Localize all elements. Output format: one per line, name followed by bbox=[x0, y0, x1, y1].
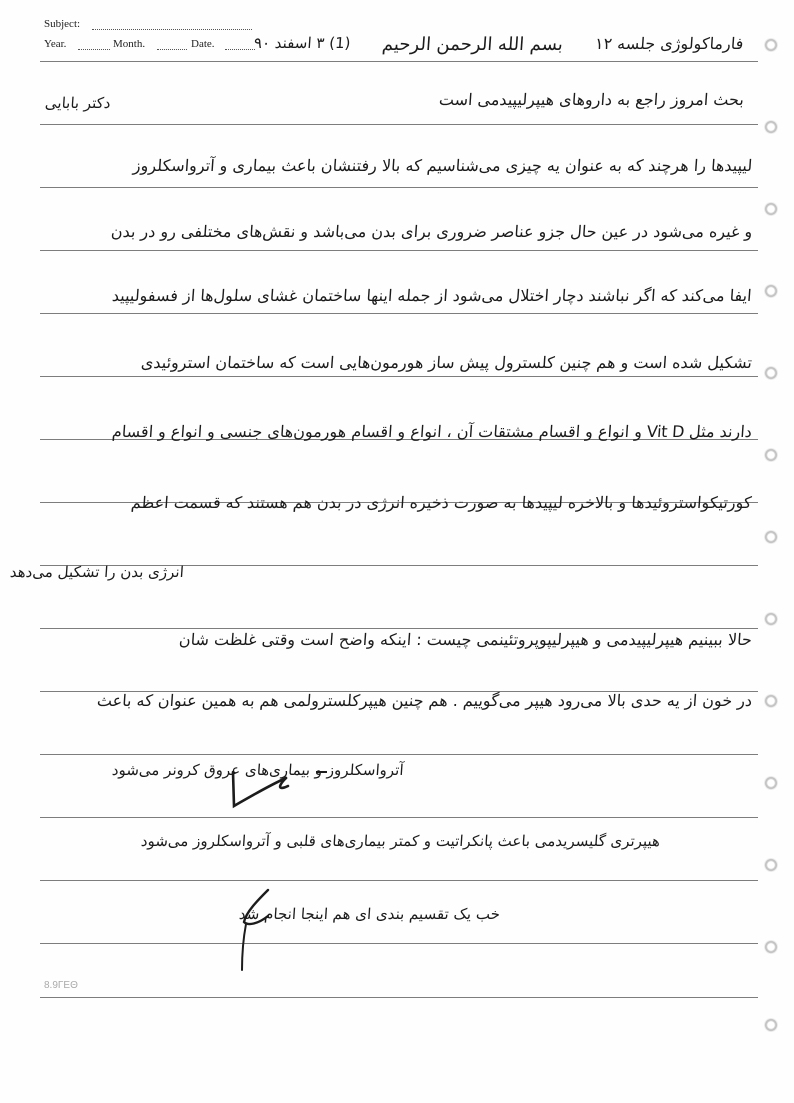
rule-line bbox=[40, 250, 758, 251]
rule-line bbox=[40, 313, 758, 314]
binding-hole bbox=[764, 694, 778, 708]
binding-hole bbox=[764, 858, 778, 872]
note-line: ایفا می‌کند که اگر نباشند دچار اختلال می‌شود از جمله اینها ساختمان غشای سلول‌ها از فسفولیپید bbox=[111, 286, 753, 305]
note-line: آترواسکلروز و بیماری‌های عروق کرونر می‌شود bbox=[111, 761, 405, 779]
binding-hole bbox=[764, 284, 778, 298]
date-value: (1) ۳ اسفند ۹۰ bbox=[253, 34, 352, 52]
binding-hole bbox=[764, 202, 778, 216]
month-label: Month. bbox=[113, 38, 146, 50]
binding-hole bbox=[764, 38, 778, 52]
rule-line bbox=[40, 61, 758, 62]
binding-hole bbox=[764, 366, 778, 380]
subject-label: Subject: bbox=[44, 18, 81, 30]
rule-line bbox=[40, 997, 758, 998]
bracket-doodle bbox=[234, 886, 274, 976]
binding-hole bbox=[764, 1018, 778, 1032]
date-dots bbox=[225, 48, 255, 50]
rule-line bbox=[40, 754, 758, 755]
note-line: انرژی بدن را تشکیل می‌دهد bbox=[9, 563, 185, 581]
subject-dots bbox=[92, 28, 252, 30]
note-line: لیپیدها را هرچند که به عنوان یه چیزی می‌شناسیم که بالا رفتنشان باعث بیماری و آترواسکلروز bbox=[132, 156, 753, 175]
rule-line bbox=[40, 943, 758, 944]
note-line: تشکیل شده است و هم چنین کلسترول پیش ساز هورمون‌هایی است که ساختمان استروئیدی bbox=[140, 353, 753, 372]
binding-hole bbox=[764, 530, 778, 544]
footer-mark: 8.9ΓΕΘ bbox=[44, 980, 78, 991]
rule-line bbox=[40, 880, 758, 881]
binding-hole bbox=[764, 612, 778, 626]
basmala: بسم الله الرحمن الرحیم bbox=[381, 34, 564, 55]
date-label: Date. bbox=[191, 38, 215, 50]
note-line: کورتیکواستروئیدها و بالاخره لیپیدها به صورت ذخیره انرژی در بدن هم هستند که قسمت اعظم bbox=[130, 493, 753, 512]
binding-hole bbox=[764, 940, 778, 954]
course-title: فارماکولوژی جلسه ۱۲ bbox=[594, 34, 745, 53]
note-line: و غیره می‌شود در عین حال جزو عناصر ضروری برای بدن می‌باشد و نقش‌های مختلفی رو در بدن bbox=[109, 222, 753, 241]
rule-line bbox=[40, 124, 758, 125]
checkmark-doodle bbox=[228, 764, 328, 814]
note-line: هیپرتری گلیسریدمی باعث پانکراتیت و کمتر بیماری‌های قلبی و آترواسکلروز می‌شود bbox=[140, 832, 661, 850]
rule-line bbox=[40, 628, 758, 629]
rule-line bbox=[40, 187, 758, 188]
note-line: دارند مثل Vit D و انواع و اقسام مشتقات آن ، انواع و اقسام هورمون‌های جنسی و انواع و اقسام bbox=[111, 422, 753, 441]
year-label: Year. bbox=[44, 38, 67, 50]
note-line: حالا ببینیم هیپرلیپیدمی و هیپرلیپوپروتئینمی چیست : اینکه واضح است وقتی غلظت شان bbox=[178, 630, 753, 649]
binding-hole bbox=[764, 120, 778, 134]
note-line: خب یک تقسیم بندی ای هم اینجا انجام شد bbox=[238, 905, 501, 923]
binding-hole bbox=[764, 776, 778, 790]
binding-hole bbox=[764, 448, 778, 462]
year-dots bbox=[78, 48, 110, 50]
teacher-name: دکتر بابایی bbox=[44, 94, 112, 112]
rule-line bbox=[40, 817, 758, 818]
note-line: در خون از یه حدی بالا می‌رود هیپر می‌گوییم . هم چنین هیپرکلسترولمی هم به همین عنوان که باعث bbox=[96, 691, 753, 710]
month-dots bbox=[157, 48, 187, 50]
note-line: بحث امروز راجع به داروهای هیپرلیپیدمی است bbox=[438, 90, 745, 109]
rule-line bbox=[40, 376, 758, 377]
